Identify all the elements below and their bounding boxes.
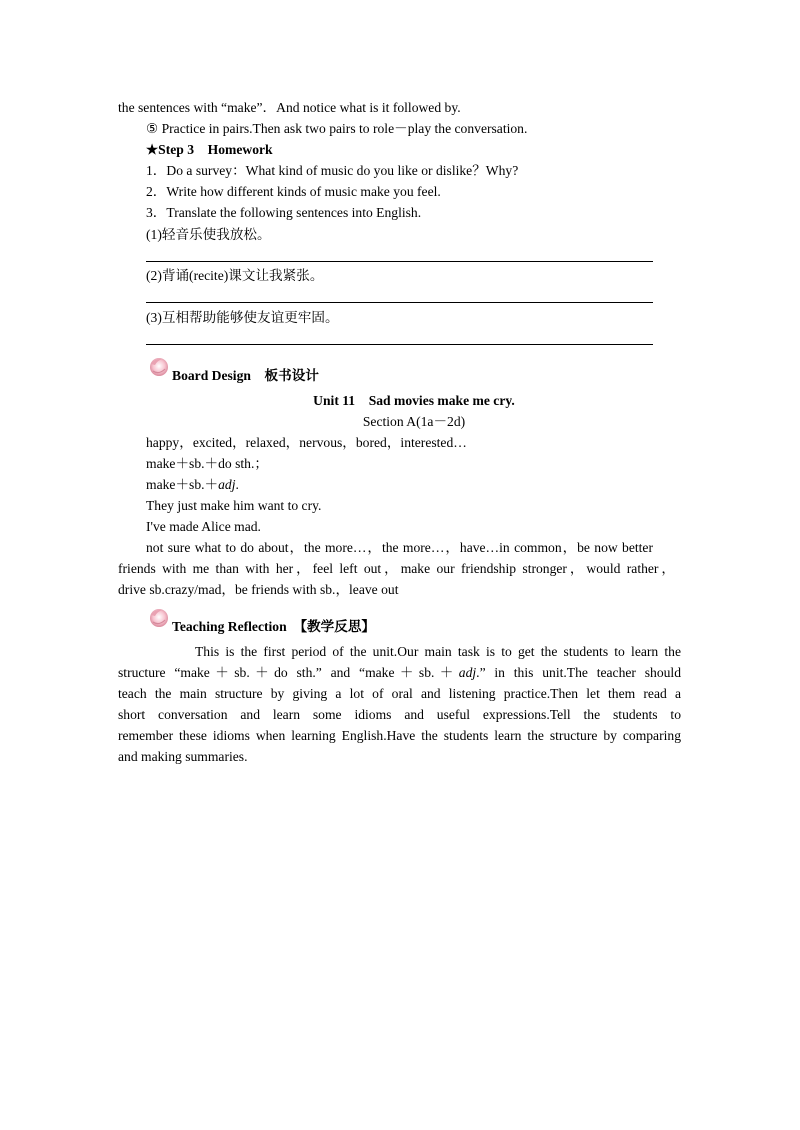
flower-bullet-icon bbox=[147, 355, 169, 377]
answer-line-1 bbox=[146, 261, 653, 262]
practice-instruction: ⑤ Practice in pairs.Then ask two pairs to role－play the conversation. bbox=[146, 121, 528, 136]
text-line: the sentences with “make”．And notice what is it followed by. bbox=[118, 100, 461, 115]
step3-heading: ★Step 3 Homework bbox=[146, 142, 273, 157]
homework-item-1: 1．Do a survey：What kind of music do you like or dislike？Why? bbox=[146, 163, 519, 178]
answer-line-3 bbox=[146, 344, 653, 345]
reflection-line-2: structure “make＋sb.＋do sth.” and “make＋sb.＋adj.” in this unit.The teacher should bbox=[118, 665, 681, 680]
reflection-line-4: short conversation and learn some idioms and useful expressions.Tell the students to bbox=[118, 707, 681, 722]
board-structure-1: make＋sb.＋do sth.； bbox=[146, 456, 268, 471]
reflection-line-5: remember these idioms when learning English.Have the students learn the structure by comparing bbox=[118, 728, 681, 743]
board-example-2: I've made Alice mad. bbox=[146, 519, 261, 534]
board-example-1: They just make him want to cry. bbox=[146, 498, 322, 513]
board-phrases-line-1: not sure what to do about，the more…，the more…，have…in common，be now better bbox=[146, 540, 653, 555]
board-phrases-line-2: friends with me than with her，feel left out，make our friendship stronger，would rather， bbox=[118, 561, 675, 576]
reflection-line-3: teach the main structure by giving a lot of oral and listening practice.Then let them read a bbox=[118, 686, 681, 701]
translate-sentence-1: (1)轻音乐使我放松。 bbox=[146, 227, 271, 242]
reflection-line-6: and making summaries. bbox=[118, 749, 248, 764]
board-structure-2: make＋sb.＋adj. bbox=[146, 477, 239, 492]
answer-line-2 bbox=[146, 302, 653, 303]
board-words: happy，excited，relaxed，nervous，bored，interested… bbox=[146, 435, 467, 450]
unit-title: Unit 11 Sad movies make me cry. bbox=[313, 393, 515, 408]
board-design-heading: Board Design 板书设计 bbox=[172, 368, 319, 383]
teaching-reflection-heading: Teaching Reflection 【教学反思】 bbox=[172, 619, 376, 634]
reflection-line-1: This is the first period of the unit.Our main task is to get the students to learn the bbox=[195, 644, 681, 659]
board-phrases-line-3: drive sb.crazy/mad，be friends with sb.，leave out bbox=[118, 582, 399, 597]
section-label: Section A(1a－2d) bbox=[362, 414, 466, 429]
flower-bullet-icon bbox=[147, 606, 169, 628]
homework-item-2: 2．Write how different kinds of music make you feel. bbox=[146, 184, 441, 199]
homework-item-3: 3．Translate the following sentences into English. bbox=[146, 205, 422, 220]
translate-sentence-3: (3)互相帮助能够使友谊更牢固。 bbox=[146, 310, 339, 325]
translate-sentence-2: (2)背诵(recite)课文让我紧张。 bbox=[146, 268, 324, 283]
